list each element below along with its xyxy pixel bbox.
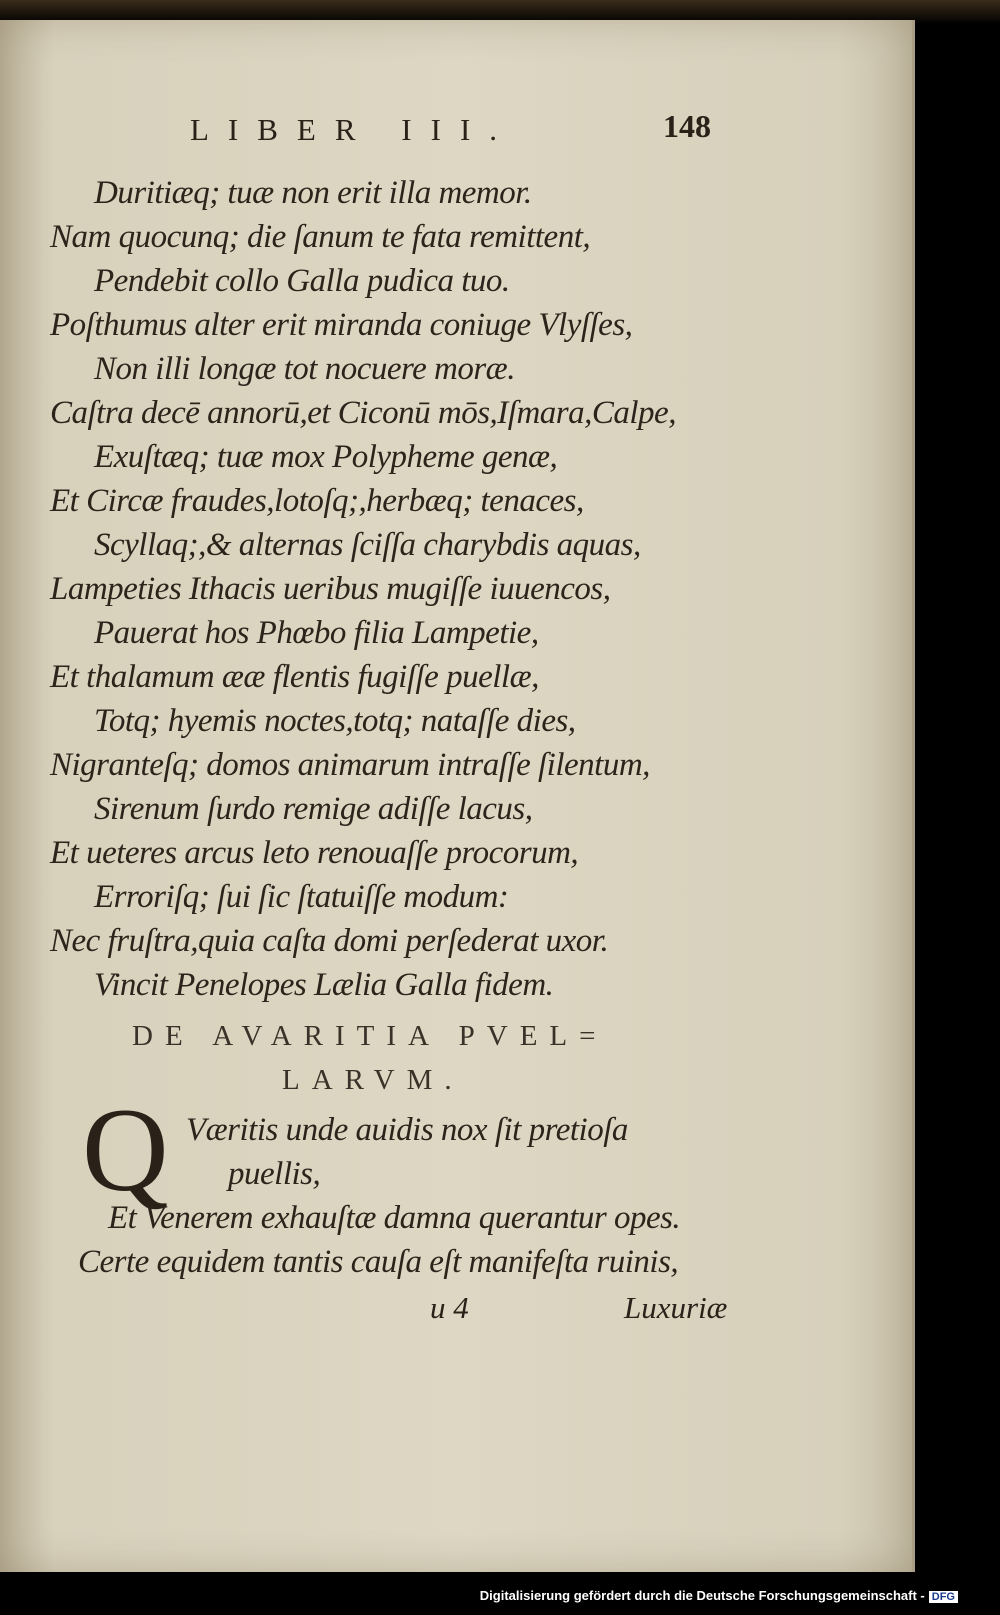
- running-head: LIBER III.: [190, 112, 517, 147]
- verse-line: Nam quocunq; die ſanum te fata remittent,: [50, 219, 591, 255]
- verse-line: Poſthumus alter erit miranda coniuge Vlyſſes,: [50, 307, 633, 343]
- book-page: [0, 20, 915, 1572]
- drop-capital: Q: [82, 1083, 169, 1216]
- verse-line: Erroriſq; ſui ſic ſtatuiſſe modum:: [94, 879, 509, 915]
- verse-line: Pauerat hos Phœbo filia Lampetie,: [94, 615, 539, 651]
- verse-line: Nigranteſq; domos animarum intraſſe ſilentum,: [50, 747, 650, 783]
- verse-line: Et Circæ fraudes,lotoſq;,herbæq; tenaces,: [50, 483, 584, 519]
- verse-line: Sirenum ſurdo remige adiſſe lacus,: [94, 791, 533, 827]
- signature-mark: u 4: [430, 1290, 469, 1325]
- verse-line: Non illi longæ tot nocuere moræ.: [94, 351, 515, 387]
- verse-line: Nec fruſtra,quia caſta domi perſederat uxor.: [50, 923, 609, 959]
- verse-line: Exuſtæq; tuæ mox Polypheme genæ,: [94, 439, 558, 475]
- verse-line: Lampeties Ithacis ueribus mugiſſe iuuencos,: [50, 571, 611, 607]
- catchword: Luxuriæ: [624, 1290, 728, 1325]
- page-content: [0, 20, 912, 1572]
- verse-line: Et Venerem exhauſtæ damna querantur opes.: [108, 1200, 681, 1236]
- verse-line: Duritiæq; tuæ non erit illa memor.: [94, 175, 532, 211]
- verse-line: Et ueteres arcus leto renouaſſe procorum,: [50, 835, 579, 871]
- dfg-logo: DFG: [929, 1591, 958, 1603]
- verse-line: Pendebit collo Galla pudica tuo.: [94, 263, 510, 299]
- section-heading-cont: LARVM.: [282, 1064, 464, 1096]
- section-heading: DE AVARITIA PVEL=: [132, 1020, 608, 1052]
- verse-line: puellis,: [228, 1156, 321, 1192]
- verse-line: Et thalamum ææ flentis fugiſſe puellæ,: [50, 659, 539, 695]
- verse-line: Caſtra decē annorū,et Ciconū mōs,Iſmara,Calpe,: [50, 395, 676, 431]
- digitization-credit: [476, 1586, 962, 1605]
- verse-line: Scyllaq;,& alternas ſciſſa charybdis aquas,: [94, 527, 641, 563]
- verse-line: Certe equidem tantis cauſa eſt manifeſta ruinis,: [78, 1244, 679, 1280]
- verse-line: Totq; hyemis noctes,totq; nataſſe dies,: [94, 703, 576, 739]
- credit-text: Digitalisierung gefördert durch die Deutsche Forschungsgemeinschaft -: [479, 1588, 925, 1603]
- page-number: 148: [663, 108, 711, 144]
- verse-line: Væritis unde auidis nox ſit pretioſa: [186, 1112, 628, 1148]
- verse-line: Vincit Penelopes Lælia Galla fidem.: [94, 967, 554, 1003]
